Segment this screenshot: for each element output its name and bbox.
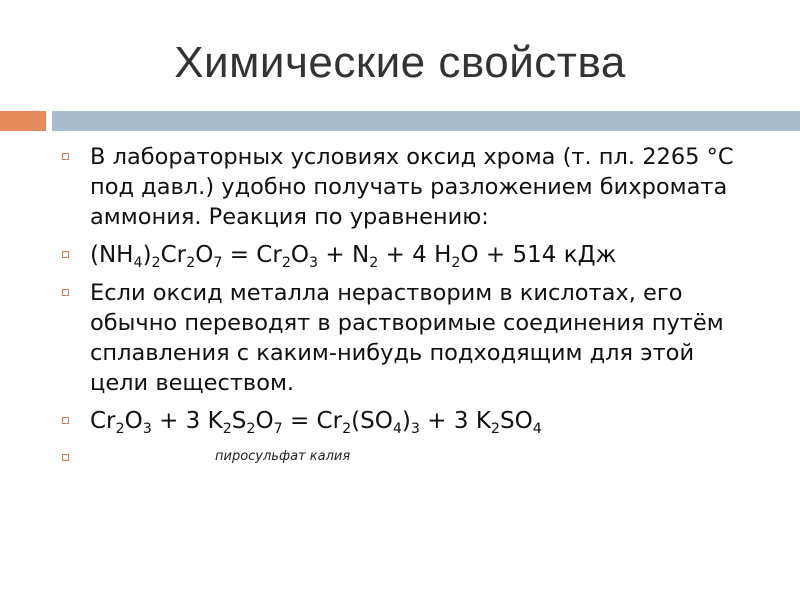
eq-sub: 2 [151,254,161,271]
eq-sub: 2 [115,420,125,437]
square-bullet-icon [62,251,69,258]
square-bullet-icon [62,289,69,296]
accent-bar-orange [0,111,46,131]
eq-part: (NH [90,242,134,268]
eq-sub: 2 [246,420,256,437]
eq-part: (SO [351,408,393,434]
eq-part: Cr [160,242,187,268]
slide-title: Химические свойства [174,38,626,87]
eq-part: O [124,408,143,434]
slide-content [58,142,758,470]
eq-part: O [255,408,274,434]
eq-sub: 3 [410,420,420,437]
eq-sub: 2 [451,254,461,271]
eq-part: O + 514 кДж [460,242,617,268]
bullet-paragraph-2 [58,278,758,398]
eq-sub: 4 [392,420,402,437]
eq-sub: 7 [213,254,223,271]
eq-sub: 2 [490,420,500,437]
square-bullet-icon [62,454,69,461]
eq-part: S [231,408,247,434]
note-pyrosulfate: пиросульфат калия [215,449,351,464]
accent-bar-blue [52,111,800,131]
paragraph-text: В лабораторных условиях оксид хрома (т. пл. 2265 °С под давл.) удобно получать разложением бихромата аммония. Реакция по уравнению: [90,144,734,230]
eq-sub: 4 [532,420,542,437]
eq-sub: 2 [342,420,352,437]
eq-sub: 2 [281,254,291,271]
eq-sub: 2 [186,254,196,271]
bullet-equation-2 [58,406,758,436]
eq-part: + 3 K [419,408,491,434]
bullet-paragraph-1 [58,142,758,232]
eq-part: O [195,242,214,268]
equation-1 [90,242,617,271]
bullet-equation-1 [58,240,758,270]
eq-sub: 4 [133,254,143,271]
eq-sub: 2 [222,420,232,437]
eq-part: Cr [90,408,116,434]
eq-sub: 3 [309,254,319,271]
equation-2 [90,408,542,437]
eq-part: ) [142,242,152,268]
square-bullet-icon [62,417,69,424]
eq-part: SO [499,408,533,434]
bullet-note [58,446,758,470]
paragraph-text: Если оксид металла нерастворим в кислотах, его обычно переводят в растворимые соединения путём сплавления с каким-нибудь подходящим для этой цели веществом. [90,280,724,396]
eq-part: ) [401,408,411,434]
eq-part: + N [318,242,370,268]
eq-part: = Cr [282,408,343,434]
square-bullet-icon [62,153,69,160]
eq-part: + 3 K [151,408,223,434]
eq-sub: 2 [369,254,379,271]
eq-part: = Cr [222,242,282,268]
eq-sub: 7 [273,420,283,437]
eq-part: O [290,242,310,268]
eq-sub: 3 [142,420,152,437]
eq-part: + 4 H [378,242,452,268]
